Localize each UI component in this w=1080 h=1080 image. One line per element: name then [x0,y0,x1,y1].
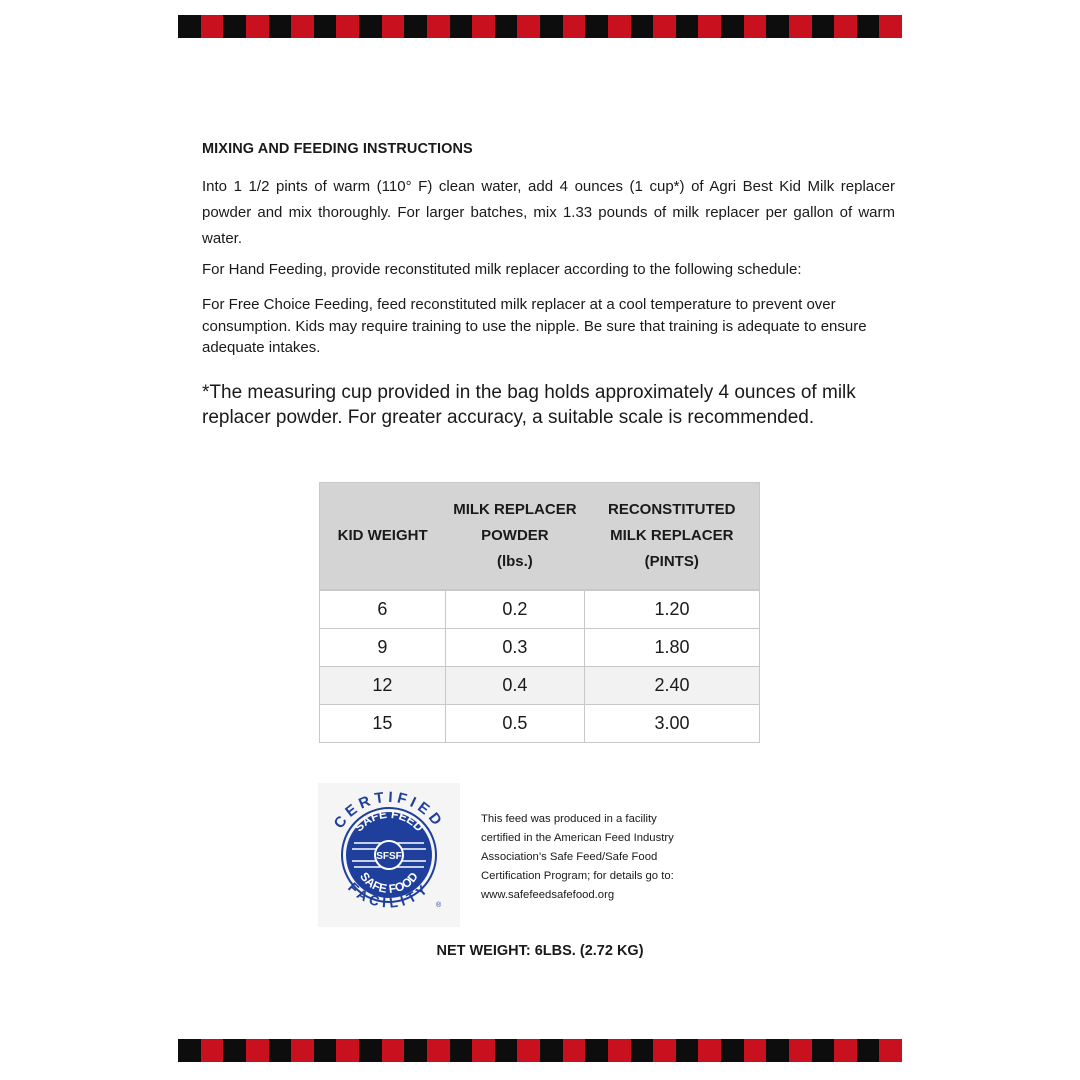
safe-feed-safe-food-seal [318,783,460,927]
header-reconstituted [585,483,760,591]
header-kid-weight [320,483,446,591]
net-weight: NET WEIGHT: 6LBS. (2.72 KG) [436,943,644,959]
header-line: RECONSTITUTED [608,501,736,518]
kid-weight-cell: 15 [320,705,446,743]
cert-line: This feed was produced in a facility [481,813,657,825]
header-powder [445,483,584,591]
bottom-stripe-border [178,1039,902,1062]
pints-cell: 1.80 [585,629,760,667]
seal-arc-top: CERTIFIED [330,788,448,832]
cert-line: Association’s Safe Feed/Safe Food [481,851,658,863]
certification-statement [481,810,711,905]
seal-graphic [318,783,460,927]
pints-cell: 1.20 [585,590,760,629]
feeding-schedule-table [319,482,760,743]
pints-cell: 2.40 [585,667,760,705]
table-row [320,590,760,629]
hand-feeding-paragraph: For Hand Feeding, provide reconstituted milk replacer according to the following schedule: [202,261,802,278]
header-line: (lbs.) [496,553,533,570]
seal-band-bottom: SAFE FOOD [357,869,421,896]
table-row [320,705,760,743]
cert-line: certified in the American Feed Industry [481,832,674,844]
seal-band-top: SAFE FEED [351,806,427,835]
header-line: (PINTS) [644,553,699,570]
pints-cell: 3.00 [585,705,760,743]
table-row [320,667,760,705]
seal-arc-bottom: FACILITY [345,878,434,911]
powder-cell: 0.5 [445,705,584,743]
kid-weight-cell: 6 [320,590,446,629]
powder-cell: 0.2 [445,590,584,629]
seal-registered-mark: ® [436,902,442,909]
header-line: MILK REPLACER [453,501,577,518]
header-line: KID WEIGHT [337,527,428,544]
top-stripe-border [178,15,902,38]
instructions-heading: MIXING AND FEEDING INSTRUCTIONS [202,141,473,157]
mixing-paragraph: Into 1 1/2 pints of warm (110° F) clean water, add 4 ounces (1 cup*) of Agri Best Kid Milk replacer powder and mix thoroughly. For larger batches, mix 1.33 pounds of milk replacer per gallon of warm water. [202,178,895,247]
table-row [320,629,760,667]
seal-center-text: SFSF [376,851,402,862]
measuring-cup-note: *The measuring cup provided in the bag holds approximately 4 ounces of milk replacer powder. For greater accuracy, a suitable scale is recommended. [202,382,856,428]
free-choice-paragraph: For Free Choice Feeding, feed reconstituted milk replacer at a cool temperature to prevent over consumption. Kids may require training to use the nipple. Be sure that training is adequate to ensure adequate intakes. [202,296,867,356]
powder-cell: 0.3 [445,629,584,667]
table-header-row [320,483,760,591]
kid-weight-cell: 9 [320,629,446,667]
header-line: MILK REPLACER [610,527,734,544]
cert-url: www.safefeedsafefood.org [481,889,615,901]
cert-line: Certification Program; for details go to: [481,870,674,882]
powder-cell: 0.4 [445,667,584,705]
header-line: POWDER [481,527,549,544]
kid-weight-cell: 12 [320,667,446,705]
